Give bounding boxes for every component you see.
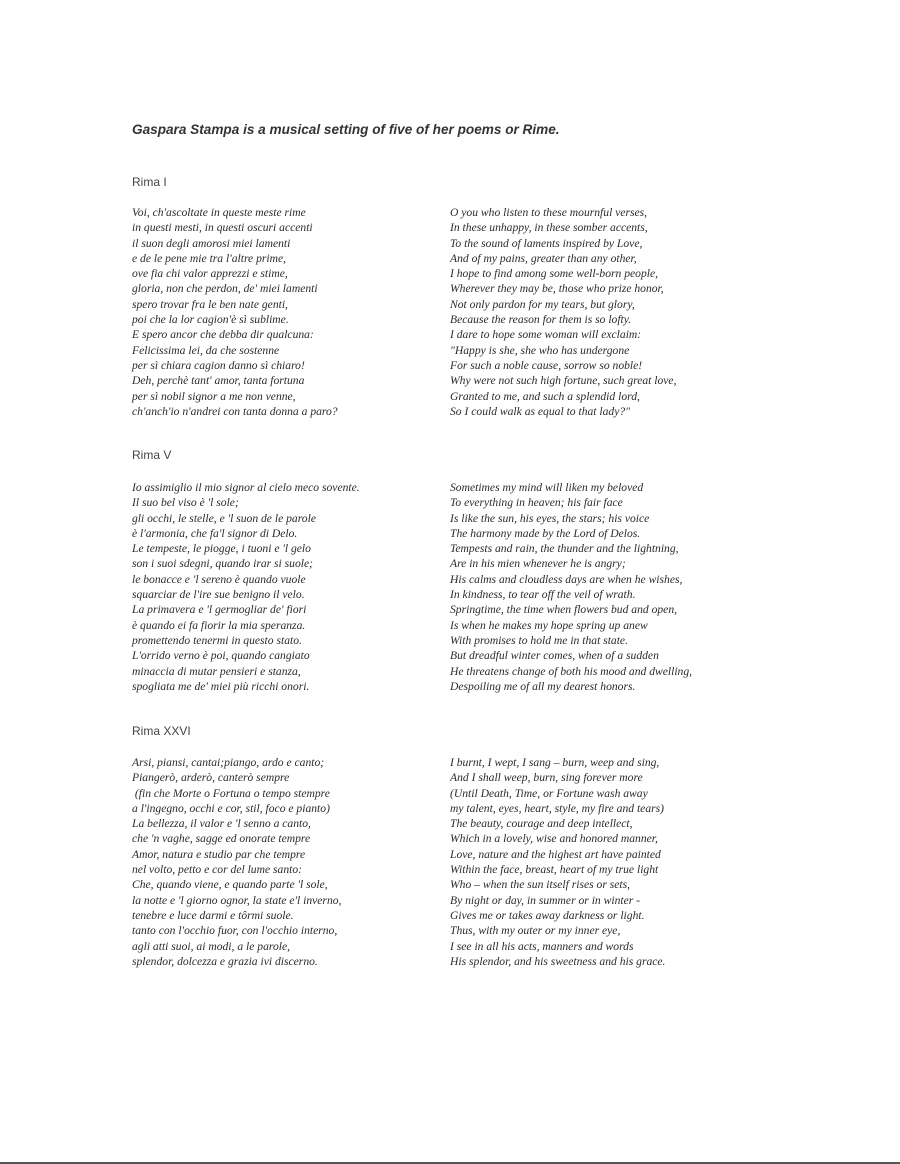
verse-line: a l'ingegno, occhi e cor, stil, foco e pianto) (132, 801, 330, 815)
verse-line: I see in all his acts, manners and words (450, 939, 634, 953)
verse-line: I burnt, I wept, I sang – burn, weep and sing, (450, 756, 660, 769)
verse-line: Le tempeste, le piogge, i tuoni e 'l gelo (132, 542, 311, 556)
verse-line: Love, nature and the highest art have painted (450, 847, 661, 861)
section-heading-rima-xxvi: Rima XXVI (132, 724, 191, 738)
verse-line: Why were not such high fortune, such great love, (450, 374, 677, 388)
verse-line: Is when he makes my hope spring up anew (450, 618, 648, 632)
verse-line: Il suo bel viso è 'l sole; (132, 496, 239, 510)
verse-line: So I could walk as equal to that lady?" (450, 404, 631, 418)
verse-line: Voi, ch'ascoltate in queste meste rime (132, 206, 306, 219)
verse-line: And I shall weep, burn, sing forever more (450, 771, 643, 785)
verse-line: tanto con l'occhio fuor, con l'occhio interno, (132, 924, 338, 938)
section-heading-rima-v: Rima V (132, 448, 172, 462)
page-title: Gaspara Stampa is a musical setting of five of her poems or Rime. (132, 122, 560, 137)
verse-line: è quando ei fa fiorir la mia speranza. (132, 618, 306, 632)
verse-line: spogliata me de' miei più ricchi onori. (132, 679, 310, 693)
verse-line: le bonacce e 'l sereno è quando vuole (132, 572, 306, 586)
poem-italian-rima-xxvi (132, 755, 341, 969)
section-heading-rima-i: Rima I (132, 175, 167, 189)
poem-english-rima-i (450, 205, 676, 419)
verse-line: In kindness, to tear off the veil of wrath. (450, 588, 636, 602)
verse-line: Wherever they may be, those who prize honor, (450, 282, 664, 296)
verse-line: gli occhi, le stelle, e 'l suon de le parole (132, 511, 316, 525)
verse-line: With promises to hold me in that state. (450, 633, 628, 647)
verse-line: (fin che Morte o Fortuna o tempo stempre (132, 786, 330, 800)
verse-line: L'orrido verno è poi, quando cangiato (132, 649, 310, 663)
verse-line: Despoiling me of all my dearest honors. (450, 679, 636, 693)
verse-line: Arsi, piansi, cantai;piango, ardo e canto; (132, 756, 325, 769)
verse-line: Are in his mien whenever he is angry; (450, 557, 626, 571)
poem-english-rima-v (450, 480, 692, 694)
verse-line: Tempests and rain, the thunder and the lightning, (450, 542, 679, 556)
verse-line: squarciar de l'ire sue benigno il velo. (132, 588, 305, 602)
verse-line: To the sound of laments inspired by Love, (450, 236, 643, 250)
verse-line: agli atti suoi, ai modi, a le parole, (132, 939, 291, 953)
verse-line: Io assimiglio il mio signor al cielo meco sovente. (132, 481, 360, 494)
verse-line: promettendo tenermi in questo stato. (132, 633, 302, 647)
verse-line: By night or day, in summer or in winter - (450, 893, 641, 907)
verse-line: per sì nobil signor a me non venne, (132, 389, 296, 403)
verse-line: O you who listen to these mournful verses, (450, 206, 648, 219)
verse-line: gloria, non che perdon, de' miei lamenti (132, 282, 318, 296)
verse-line: I hope to find among some well-born people, (450, 267, 659, 281)
verse-line: la notte e 'l giorno ognor, la state e'l inverno, (132, 893, 342, 907)
verse-line: And of my pains, greater than any other, (450, 251, 637, 265)
verse-line: Thus, with my outer or my inner eye, (450, 924, 621, 938)
verse-line: Felicissima lei, da che sostenne (132, 343, 280, 357)
verse-line: E spero ancor che debba dir qualcuna: (132, 328, 314, 342)
verse-line: His splendor, and his sweetness and his grace. (450, 954, 666, 968)
verse-line: La primavera e 'l germogliar de' fiori (132, 603, 307, 617)
verse-line: Because the reason for them is so lofty. (450, 313, 632, 327)
verse-line: ch'anch'io n'andrei con tanta donna a paro? (132, 404, 338, 418)
verse-line: e de le pene mie tra l'altre prime, (132, 251, 287, 265)
verse-line: tenebre e luce darmi e tôrmi suole. (132, 908, 294, 922)
verse-line: Che, quando viene, e quando parte 'l sole, (132, 878, 328, 892)
verse-line: Springtime, the time when flowers bud and open, (450, 603, 678, 617)
verse-line: son i suoi sdegni, quando irar si suole; (132, 557, 313, 571)
verse-line: Sometimes my mind will liken my beloved (450, 481, 644, 494)
verse-line: Not only pardon for my tears, but glory, (450, 297, 635, 311)
verse-line: The harmony made by the Lord of Delos. (450, 526, 641, 540)
verse-line: The beauty, courage and deep intellect, (450, 817, 633, 831)
verse-line: To everything in heaven; his fair face (450, 496, 623, 510)
verse-line: But dreadful winter comes, when of a sudden (450, 649, 659, 663)
verse-line: (Until Death, Time, or Fortune wash away (450, 786, 648, 800)
verse-line: Who – when the sun itself rises or sets, (450, 878, 631, 892)
verse-line: il suon degli amorosi miei lamenti (132, 236, 291, 250)
verse-line: He threatens change of both his mood and dwelling, (450, 664, 693, 678)
verse-line: è l'armonia, che fa'l signor di Delo. (132, 526, 298, 540)
verse-line: splendor, dolcezza e grazia ivi discerno. (132, 954, 318, 968)
poem-italian-rima-i (132, 205, 338, 419)
verse-line: Is like the sun, his eyes, the stars; his voice (450, 511, 650, 525)
verse-line: Granted to me, and such a splendid lord, (450, 389, 640, 403)
verse-line: ove fia chi valor apprezzi e stime, (132, 267, 288, 281)
verse-line: che 'n vaghe, sagge ed onorate tempre (132, 832, 311, 846)
verse-line: Gives me or takes away darkness or light. (450, 908, 645, 922)
verse-line: Which in a lovely, wise and honored manner, (450, 832, 658, 846)
verse-line: Amor, natura e studio par che tempre (132, 847, 306, 861)
verse-line: His calms and cloudless days are when he wishes, (450, 572, 683, 586)
verse-line: poi che la lor cagion'è sì sublime. (132, 313, 289, 327)
verse-line: minaccia di mutar pensieri e stanza, (132, 664, 301, 678)
poem-italian-rima-v (132, 480, 360, 694)
verse-line: in questi mesti, in questi oscuri accenti (132, 221, 313, 235)
verse-line: nel volto, petto e cor del lume santo: (132, 863, 303, 877)
verse-line: La bellezza, il valor e 'l senno a canto, (132, 817, 311, 831)
verse-line: Piangerò, arderò, canterò sempre (132, 771, 290, 785)
verse-line: For such a noble cause, sorrow so noble! (450, 358, 643, 372)
verse-line: spero trovar fra le ben nate genti, (132, 297, 288, 311)
verse-line: my talent, eyes, heart, style, my fire and tears) (450, 801, 664, 815)
verse-line: "Happy is she, she who has undergone (450, 343, 630, 357)
verse-line: per sì chiara cagion danno sì chiaro! (132, 358, 305, 372)
verse-line: Within the face, breast, heart of my true light (450, 863, 659, 877)
verse-line: I dare to hope some woman will exclaim: (450, 328, 642, 342)
poem-english-rima-xxvi (450, 755, 665, 969)
verse-line: Deh, perchè tant' amor, tanta fortuna (132, 374, 305, 388)
verse-line: In these unhappy, in these somber accents, (450, 221, 648, 235)
